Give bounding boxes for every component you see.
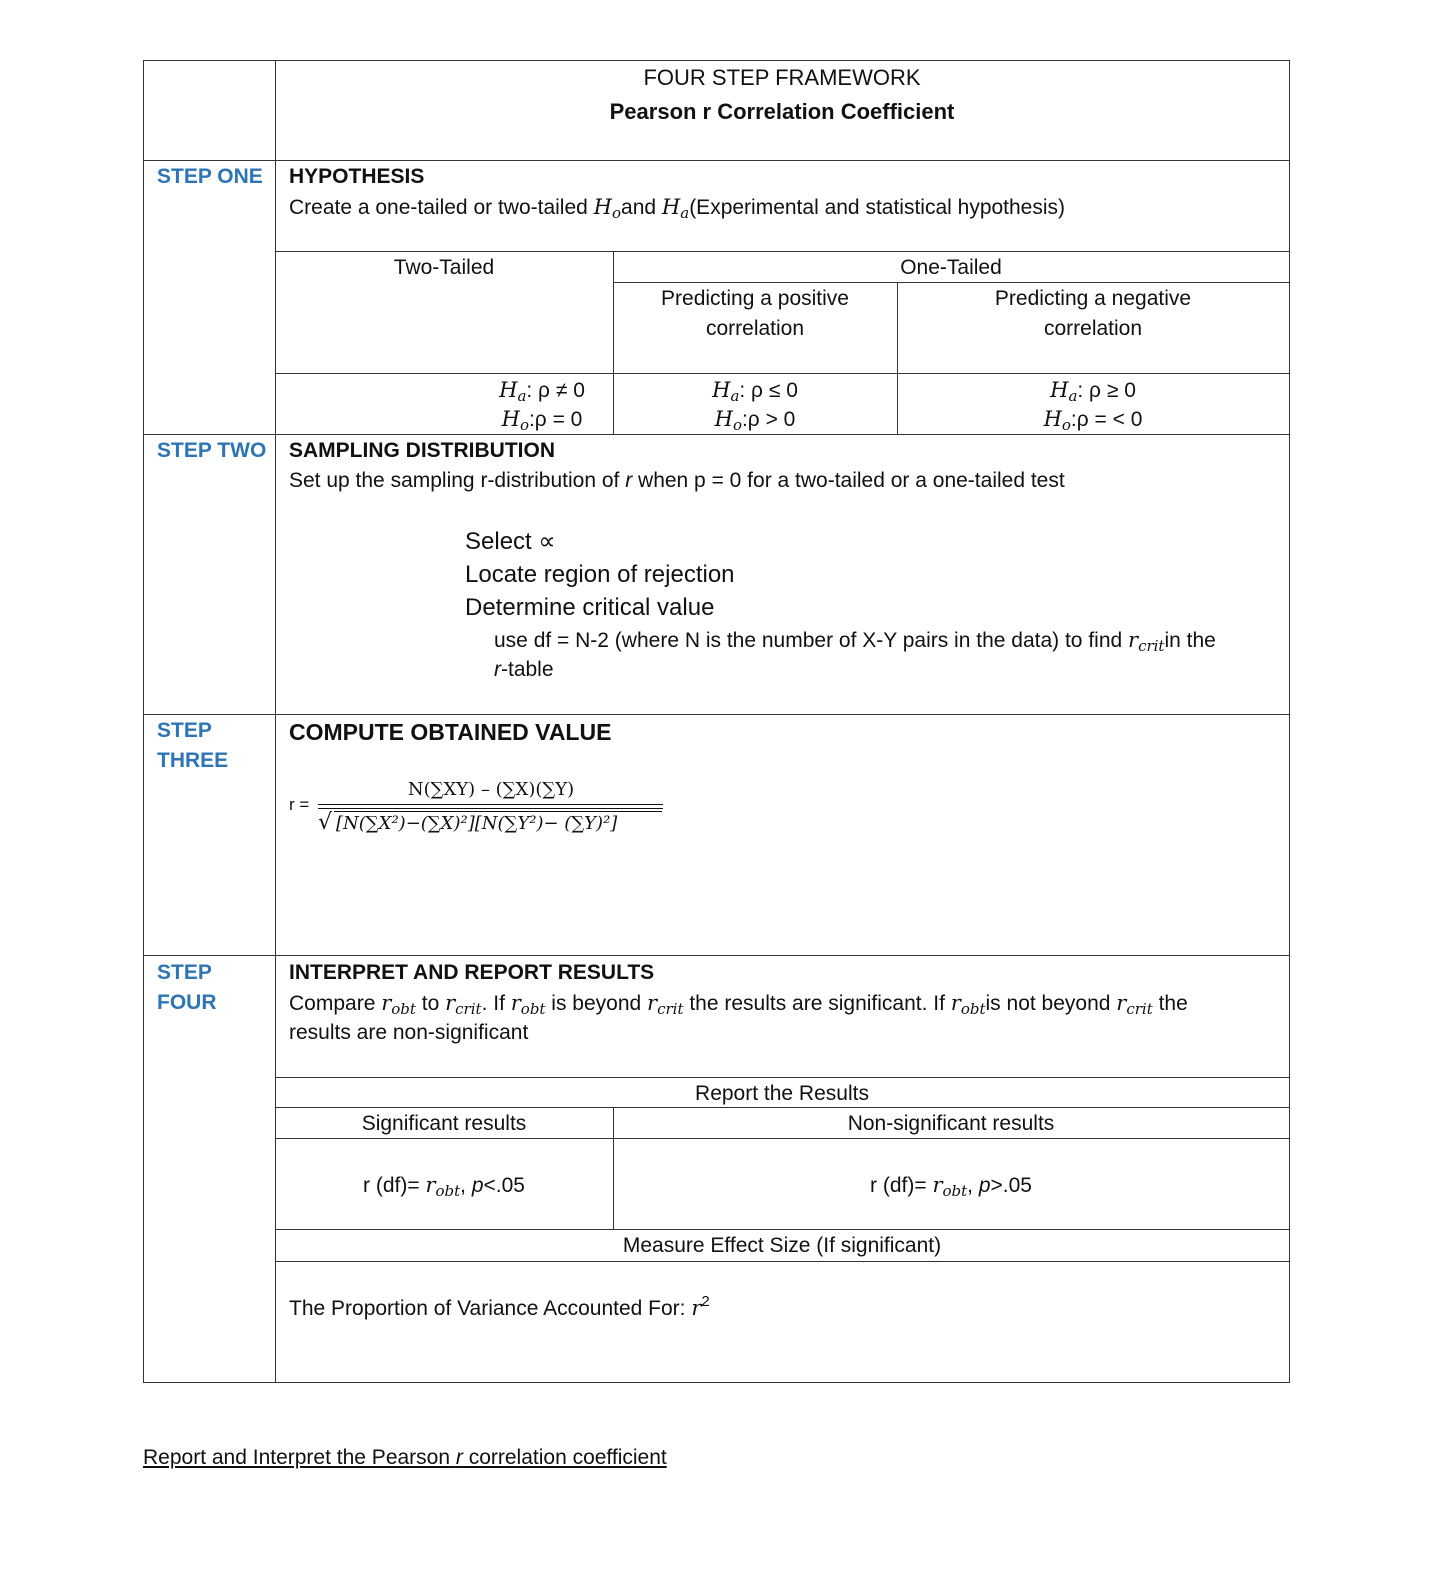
- positive-ha: $H_a$: ρ ≤ 0: [712, 378, 798, 405]
- step-two-description: Set up the sampling r-distribution of r when p = 0 for a two-tailed or a one-tailed test: [289, 469, 1065, 492]
- negative-ha: $H_a$: ρ ≥ 0: [1050, 378, 1136, 405]
- two-tailed-h0: $H_o:\rho = 0$: [501, 407, 583, 434]
- effect-size-header: Measure Effect Size (If significant): [622, 1234, 942, 1257]
- row-divider: [143, 160, 1290, 161]
- report-interpret-link[interactable]: [143, 1443, 667, 1473]
- one-tailed-header: One-Tailed: [900, 256, 1002, 279]
- non-significant-report-format: r $(df)= r_{obt}$, p>.05: [870, 1173, 1032, 1200]
- step-two-title: SAMPLING DISTRIBUTION: [289, 439, 555, 462]
- formula-numerator: N(∑XY) – (∑X)(∑Y): [407, 779, 575, 800]
- inner-divider: [275, 373, 1290, 374]
- compare-text-line2: results are non-significant: [289, 1021, 529, 1044]
- positive-header-line1: Predicting a positive: [661, 287, 849, 310]
- two-tailed-header: Two-Tailed: [393, 256, 495, 279]
- table-border-top: [143, 60, 1290, 61]
- inner-divider: [275, 1077, 1290, 1078]
- negative-header-line2: correlation: [1043, 317, 1143, 340]
- compare-text-line1: Compare $r_{obt}$ to $r_{crit}$. If $r_{obt}$ is beyond $r_{crit}$ the results are significant. If $r_{obt}is$ not beyond $r_{crit}$ the: [289, 991, 1188, 1018]
- step-one-description: Create a one-tailed or two-tailed $H_oand$ $H_a(Experimental$ and statistical hypothesis): [289, 195, 1066, 222]
- formula-denominator: [N(∑X²)−(∑X)²][N(∑Y²)− (∑Y)²]: [336, 813, 618, 834]
- locate-rejection: Locate region of rejection: [465, 561, 735, 588]
- step-four-label-line2: FOUR: [157, 991, 217, 1014]
- report-results-header: Report the Results: [695, 1082, 869, 1105]
- row-divider: [143, 714, 1290, 715]
- df-note-line2: r-table: [494, 658, 554, 681]
- header-title: FOUR STEP FRAMEWORK: [643, 65, 921, 90]
- inner-divider: [275, 251, 1290, 252]
- step-four-label-line1: STEP: [157, 961, 212, 984]
- formula-r-equals: r =: [289, 795, 310, 814]
- step-three-title: COMPUTE OBTAINED VALUE: [289, 719, 612, 745]
- row-divider: [143, 955, 1290, 956]
- table-border-left: [143, 60, 144, 1383]
- critical-value: Determine critical value: [465, 594, 715, 621]
- sqrt-symbol: √: [318, 810, 333, 835]
- two-tailed-ha: $H_a$: ρ ≠ 0: [499, 378, 585, 405]
- significant-report-format: r $(df)= r_{obt}$, p<.05: [363, 1173, 525, 1200]
- fraction-bar: [318, 804, 663, 805]
- table-border-right: [1289, 60, 1290, 1383]
- negative-header-line1: Predicting a negative: [994, 287, 1192, 310]
- non-significant-header: Non-significant results: [847, 1112, 1055, 1135]
- inner-divider: [275, 1261, 1290, 1262]
- variance-accounted: The Proportion of Variance Accounted For: $r^2$: [289, 1293, 710, 1320]
- step-three-label-line1: STEP: [157, 719, 212, 742]
- inner-divider: [275, 1229, 1290, 1230]
- step-three-label-line2: THREE: [157, 749, 229, 772]
- select-alpha: Select ∝: [465, 528, 556, 555]
- negative-h0: $H_o:\rho$ = < 0: [1043, 407, 1143, 434]
- positive-h0: $H_o:\rho > 0$: [714, 407, 796, 434]
- page-title: Pearson r Correlation Coefficient: [609, 99, 955, 124]
- significant-header: Significant results: [361, 1112, 527, 1135]
- step-one-title: HYPOTHESIS: [289, 165, 425, 188]
- fraction-bar: [318, 808, 663, 809]
- positive-header-line2: correlation: [705, 317, 805, 340]
- report-interpret-link-text[interactable]: Report and Interpret the Pearson r correlation coefficient: [143, 1446, 667, 1469]
- step-one-label: STEP ONE: [157, 165, 263, 188]
- step-two-label: STEP TWO: [157, 439, 267, 462]
- table-border-bottom: [143, 1382, 1290, 1383]
- df-note-line1: use df = N-2 (where N is the number of X-Y pairs in the data) to find $r_{crit}in$ the: [494, 628, 1216, 655]
- step-four-title: INTERPRET AND REPORT RESULTS: [289, 961, 655, 984]
